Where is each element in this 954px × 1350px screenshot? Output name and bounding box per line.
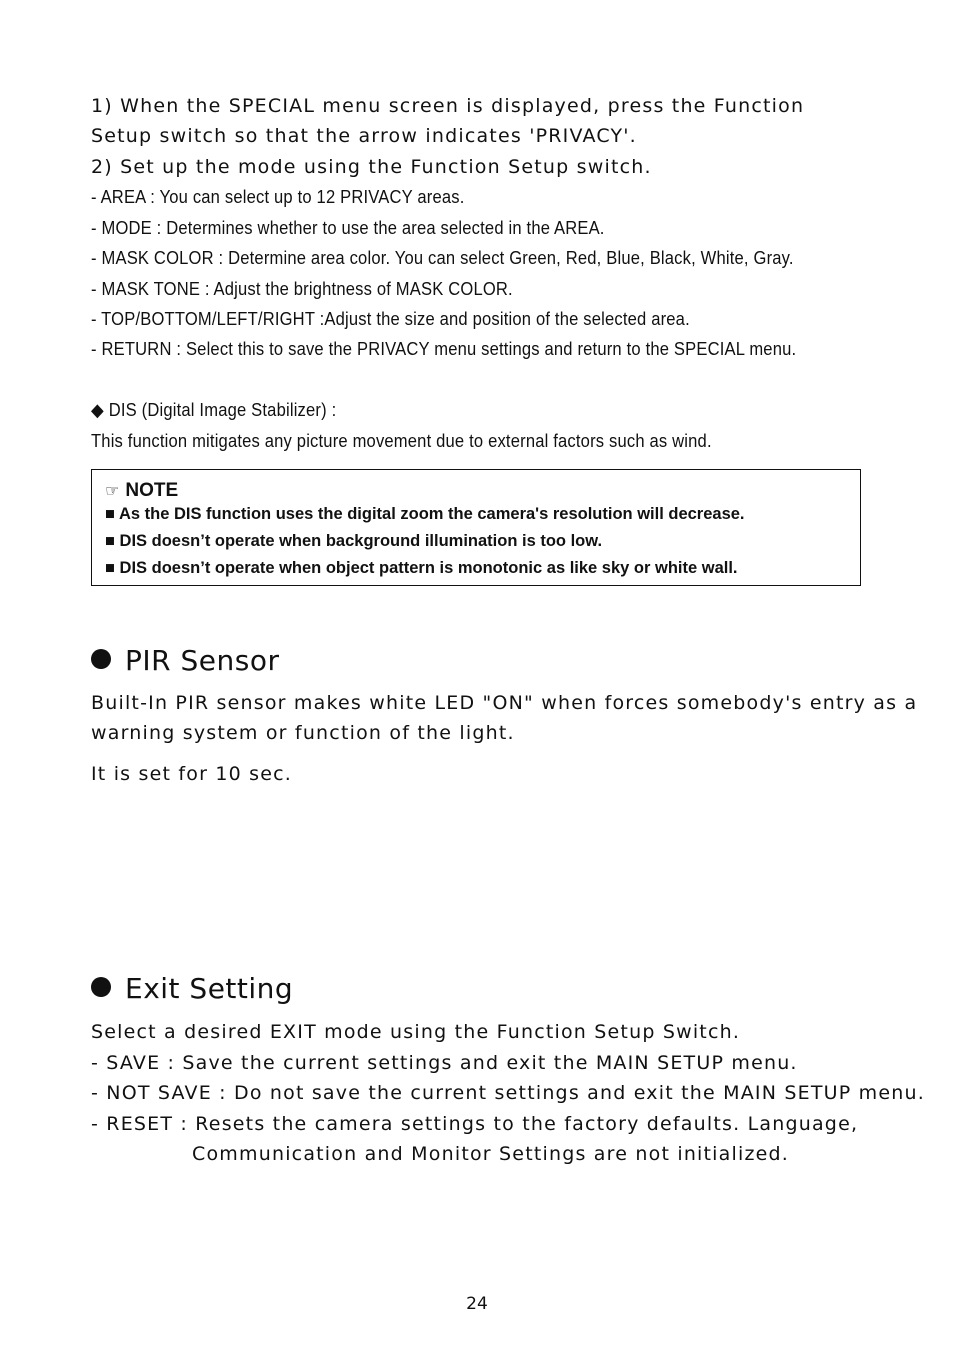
pointing-hand-icon: ☞	[105, 481, 120, 500]
exit-not-save: - NOT SAVE : Do not save the current settings and exit the MAIN SETUP menu.	[91, 1082, 925, 1104]
bullet-icon	[91, 977, 111, 997]
privacy-step2: 2) Set up the mode using the Function Setup switch.	[91, 156, 652, 178]
exit-save: - SAVE : Save the current settings and exit the MAIN SETUP menu.	[91, 1052, 798, 1074]
note-title: NOTE	[125, 480, 179, 501]
privacy-step1-line2: Setup switch so that the arrow indicates 'PRIVACY'.	[91, 125, 637, 147]
bullet-icon	[91, 649, 111, 669]
pir-line1: Built-In PIR sensor makes white LED "ON" when forces somebody's entry as a	[91, 692, 918, 714]
exit-reset-line2: Communication and Monitor Settings are not initialized.	[192, 1143, 790, 1165]
note-item-1: ■ As the DIS function uses the digital zoom the camera's resolution will decrease.	[105, 505, 745, 523]
exit-heading-text: Exit Setting	[125, 972, 294, 1005]
privacy-item-area: - AREA : You can select up to 12 PRIVACY areas.	[91, 187, 465, 207]
pir-heading-text: PIR Sensor	[125, 644, 280, 677]
exit-intro: Select a desired EXIT mode using the Function Setup Switch.	[91, 1021, 741, 1043]
note-item-2: ■ DIS doesn’t operate when background illumination is too low.	[105, 532, 603, 550]
privacy-item-position: - TOP/BOTTOM/LEFT/RIGHT :Adjust the size and position of the selected area.	[91, 309, 690, 329]
privacy-item-mask-tone: - MASK TONE : Adjust the brightness of MASK COLOR.	[91, 279, 513, 299]
privacy-item-mask-color: - MASK COLOR : Determine area color. You can select Green, Red, Blue, Black, White, Gray.	[91, 248, 794, 268]
exit-heading	[91, 972, 293, 1005]
dis-title: ◆ DIS (Digital Image Stabilizer) :	[91, 400, 337, 420]
dis-description: This function mitigates any picture movement due to external factors such as wind.	[91, 431, 712, 451]
page-number: 24	[466, 1294, 488, 1314]
note-item-3: ■ DIS doesn’t operate when object pattern is monotonic as like sky or white wall.	[105, 559, 738, 577]
pir-heading	[91, 644, 279, 677]
privacy-item-mode: - MODE : Determines whether to use the area selected in the AREA.	[91, 218, 605, 238]
privacy-step1-line1: 1) When the SPECIAL menu screen is displayed, press the Function	[91, 95, 805, 117]
note-box	[91, 469, 861, 586]
privacy-item-return: - RETURN : Select this to save the PRIVACY menu settings and return to the SPECIAL menu.	[91, 339, 797, 359]
exit-reset-line1: - RESET : Resets the camera settings to the factory defaults. Language,	[91, 1113, 859, 1135]
pir-line3: It is set for 10 sec.	[91, 763, 293, 785]
pir-line2: warning system or function of the light.	[91, 722, 515, 744]
note-header	[105, 480, 178, 502]
